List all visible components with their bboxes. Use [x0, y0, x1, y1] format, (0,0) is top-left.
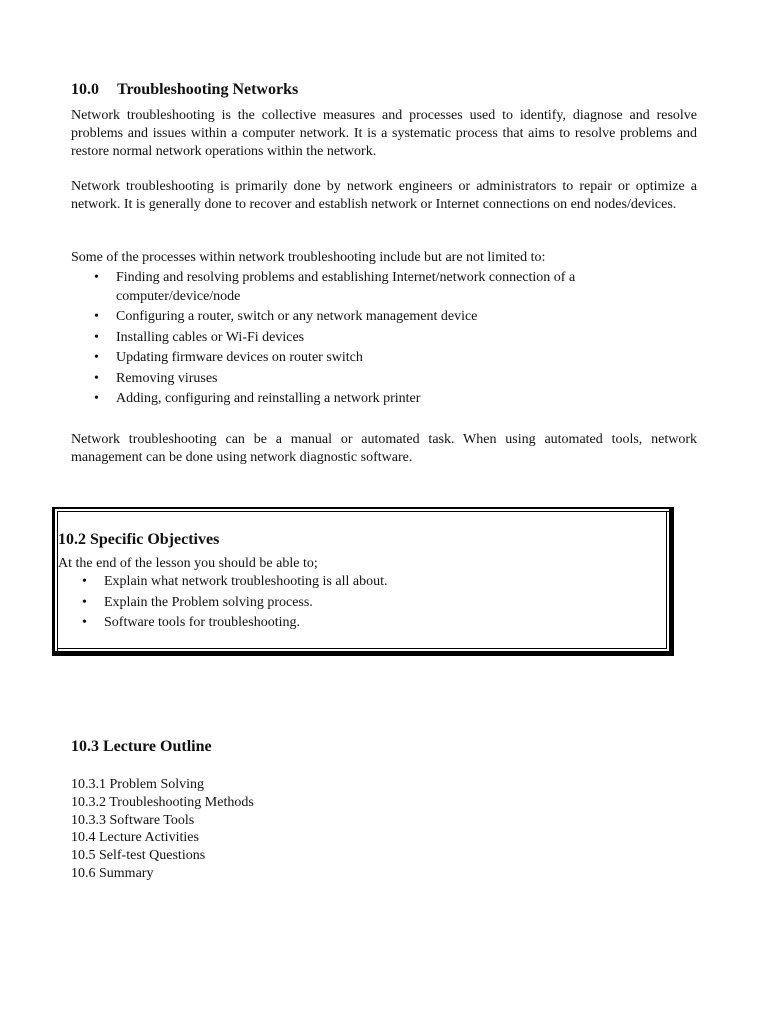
objectives-heading: 10.2 Specific Objectives [58, 531, 220, 548]
paragraph-manual-automated: Network troubleshooting can be a manual or automated task. When using automated tools, network management can be done using network diagnostic software. [71, 432, 697, 465]
list-item: 10.3.2 Troubleshooting Methods [71, 794, 254, 810]
list-item: 10.5 Self-test Questions [71, 848, 206, 864]
list-item: • Explain the Problem solving process. [82, 594, 642, 613]
list-item: 10.6 Summary [71, 865, 154, 881]
list-item: 10.4 Lecture Activities [71, 830, 199, 846]
paragraph-who: Network troubleshooting is primarily done by network engineers or administrators to repair or optimize a network. It is generally done to recover and establish network or Internet connections on end nodes/devices. [71, 179, 697, 212]
process-list [94, 269, 634, 411]
outline-list [71, 776, 254, 883]
section-number: 10.0 [71, 81, 99, 98]
list-item: • Finding and resolving problems and establishing Internet/network connection of a computer/device/node [94, 269, 634, 306]
list-item: • Configuring a router, switch or any network management device [94, 308, 634, 327]
paragraph-definition: Network troubleshooting is the collective measures and processes used to identify, diagnose and resolve problems and issues within a computer network. It is a systematic process that aims to resolve problems and restore normal network operations within the network. [71, 108, 697, 159]
list-item: • Explain what network troubleshooting is all about. [82, 573, 642, 592]
list-item: • Software tools for troubleshooting. [82, 614, 642, 633]
list-item: • Adding, configuring and reinstalling a network printer [94, 390, 634, 409]
objectives-list [82, 573, 642, 635]
list-item: • Removing viruses [94, 370, 634, 389]
list-item: • Installing cables or Wi-Fi devices [94, 329, 634, 348]
list-item: 10.3.3 Software Tools [71, 812, 195, 828]
paragraph-processes-intro: Some of the processes within network troubleshooting include but are not limited to: [71, 250, 546, 265]
section-title: Troubleshooting Networks [117, 81, 299, 98]
list-item: • Updating firmware devices on router switch [94, 349, 634, 368]
objectives-intro: At the end of the lesson you should be able to; [58, 556, 318, 571]
list-item: 10.3.1 Problem Solving [71, 777, 205, 792]
section-heading-10-0 [71, 81, 298, 99]
outline-heading: 10.3 Lecture Outline [71, 738, 212, 755]
